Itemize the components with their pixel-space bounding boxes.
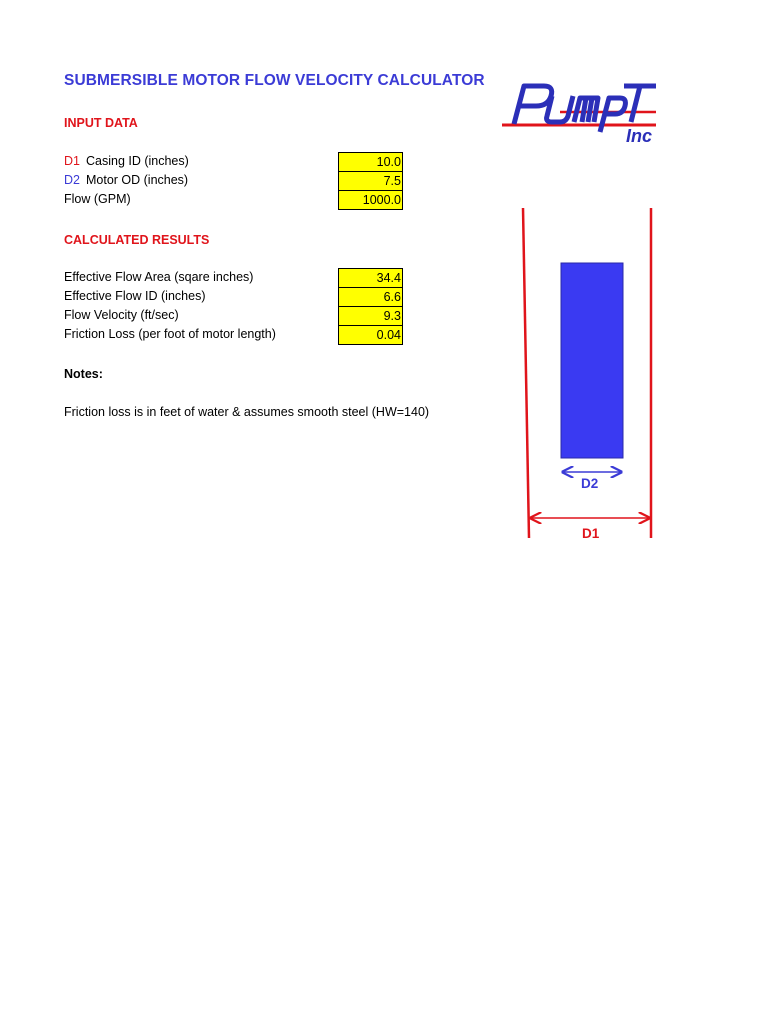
flow-velocity-value: 9.3: [338, 306, 403, 326]
svg-text:Inc: Inc: [626, 126, 653, 146]
logo-graphic: [500, 72, 656, 152]
notes-text: Friction loss is in feet of water & assumes smooth steel (HW=140): [64, 405, 430, 419]
motor-od-label: [64, 171, 188, 190]
flow-id-label: Effective Flow ID (inches): [64, 289, 206, 303]
friction-loss-value: 0.04: [338, 325, 403, 345]
d2-label: D2: [581, 476, 599, 491]
casing-id-text: Casing ID (inches): [85, 154, 189, 168]
motor-body: [561, 263, 623, 458]
flow-area-value: 34.4: [338, 268, 403, 288]
casing-id-label: [64, 152, 189, 171]
d1-code: D1: [64, 154, 80, 168]
motor-od-input[interactable]: 7.5: [338, 171, 403, 191]
calculated-results-heading: CALCULATED RESULTS: [64, 233, 210, 247]
flow-id-value: 6.6: [338, 287, 403, 307]
casing-left-wall: [523, 208, 529, 538]
diagram-graphic: [515, 200, 665, 545]
input-data-heading: INPUT DATA: [64, 116, 138, 130]
flow-gpm-input[interactable]: 1000.0: [338, 190, 403, 210]
page-title: SUBMERSIBLE MOTOR FLOW VELOCITY CALCULATOR: [64, 72, 485, 89]
company-logo: [500, 72, 656, 152]
casing-id-input[interactable]: 10.0: [338, 152, 403, 172]
flow-gpm-label: Flow (GPM): [64, 192, 131, 206]
flow-area-label: Effective Flow Area (sqare inches): [64, 270, 254, 284]
d1-label: D1: [582, 526, 600, 541]
friction-loss-label: Friction Loss (per foot of motor length): [64, 327, 276, 341]
casing-motor-diagram: [515, 200, 665, 545]
notes-heading: Notes:: [64, 367, 103, 381]
flow-velocity-label: Flow Velocity (ft/sec): [64, 308, 179, 322]
motor-od-text: Motor OD (inches): [85, 173, 189, 187]
d2-code: D2: [64, 173, 80, 187]
